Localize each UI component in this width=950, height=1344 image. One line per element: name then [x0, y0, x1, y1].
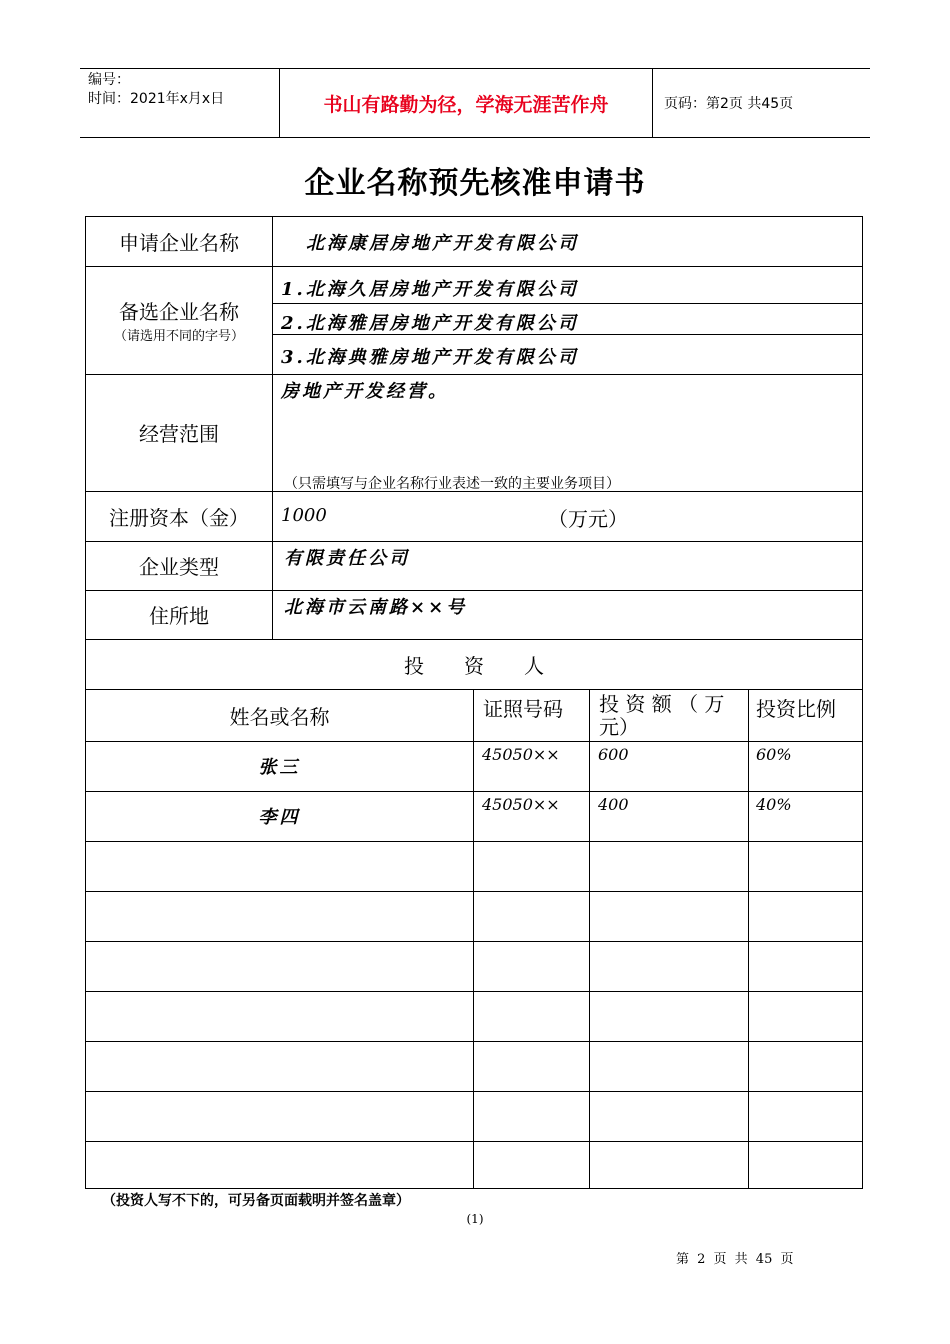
col-id-header: 证照号码 [483, 697, 563, 721]
investor-name: 李四 [258, 807, 301, 828]
company-type-value: 有限责任公司 [284, 548, 410, 569]
col-name-header: 姓名或名称 [229, 704, 330, 729]
investor-amount: 400 [598, 795, 629, 814]
investor-amount: 600 [598, 745, 629, 764]
alt-names-header [86, 266, 272, 374]
investor-ratio: 40% [756, 795, 792, 814]
header-slogan: 书山有路勤为径，学海无涯苦作舟 [323, 93, 609, 116]
table-row [86, 741, 862, 791]
row-divider [86, 991, 862, 992]
alt-name-2: 2.北海雅居房地产开发有限公司 [281, 313, 579, 334]
row-divider [86, 891, 862, 892]
investor-ratio: 60% [756, 745, 792, 764]
capital-unit: （万元） [548, 507, 628, 531]
capital-value: 1000 [281, 505, 327, 526]
scope-value: 房地产开发经营。 [281, 381, 449, 402]
company-type-label: 企业类型 [139, 555, 219, 579]
alt-name-3: 3.北海典雅房地产开发有限公司 [281, 347, 579, 368]
column-divider [272, 217, 273, 639]
company-name-label: 申请企业名称 [119, 231, 239, 255]
header-divider [652, 69, 653, 137]
row-divider [86, 1091, 862, 1092]
footer-note: （投资人写不下的，可另备页面载明并签名盖章） [102, 1193, 410, 1209]
table-row [86, 791, 862, 841]
row-divider [86, 841, 862, 842]
page-title: 企业名称预先核准申请书 [304, 166, 646, 201]
scope-label: 经营范围 [139, 422, 219, 446]
alt-name-1: 1.北海久居房地产开发有限公司 [281, 279, 579, 300]
investor-name: 张三 [258, 757, 301, 778]
investor-id: 45050×× [482, 745, 560, 764]
address-value: 北海市云南路××号 [284, 597, 468, 618]
page-marker: (1) [466, 1212, 484, 1226]
investors-heading: 投 资 人 [404, 653, 544, 678]
address-label: 住所地 [149, 604, 209, 628]
scope-note: （只需填写与企业名称行业表述一致的主要业务项目） [284, 476, 620, 492]
capital-label: 注册资本（金） [109, 505, 249, 530]
alt-names-label: 备选企业名称 [119, 300, 239, 324]
application-form [85, 216, 863, 1189]
number-label: 编号： [88, 72, 130, 88]
time-label: 时间：2021年x月x日 [88, 91, 225, 107]
col-ratio-header: 投资比例 [756, 697, 836, 721]
document-header [80, 68, 870, 138]
header-page-info: 页码：第2页 共45页 [664, 96, 794, 112]
header-meta [88, 71, 224, 109]
row-divider [86, 1041, 862, 1042]
alt-names-note: （请选用不同的字号） [113, 329, 244, 344]
col-amount-header: 投 资 额 （ 万元） [599, 692, 725, 739]
investor-id: 45050×× [482, 795, 560, 814]
page-footer: 第 2 页 共 45 页 [676, 1252, 794, 1267]
row-divider [86, 941, 862, 942]
row-divider [272, 303, 862, 304]
row-divider [86, 1141, 862, 1142]
company-name-value: 北海康居房地产开发有限公司 [306, 233, 579, 254]
